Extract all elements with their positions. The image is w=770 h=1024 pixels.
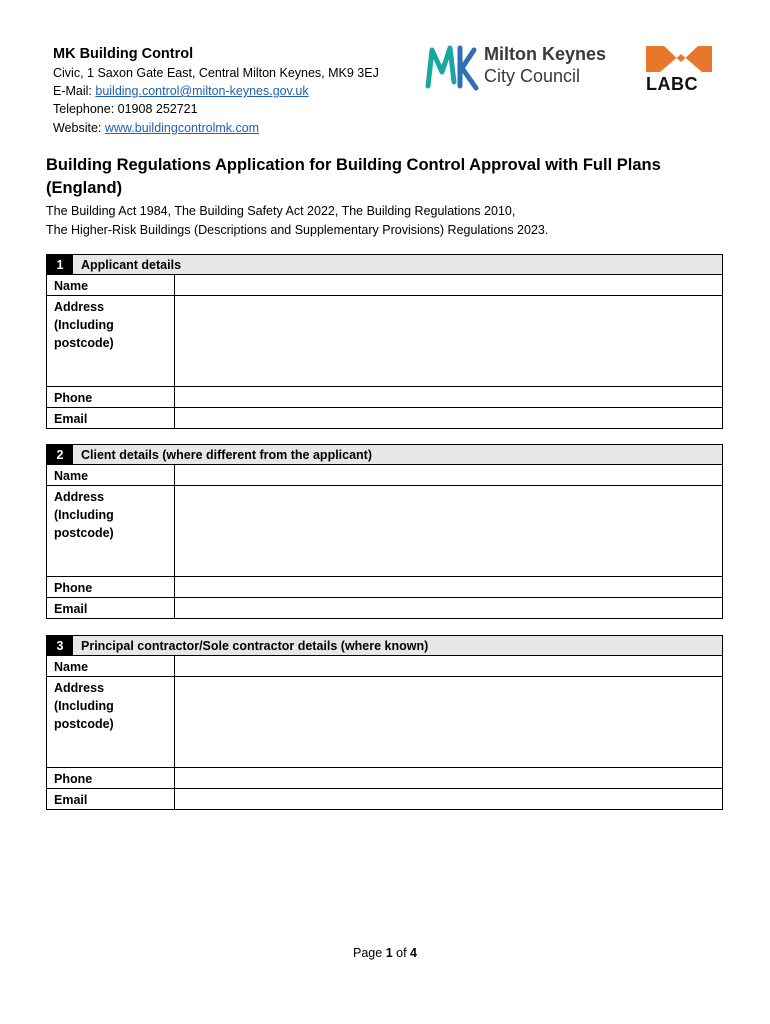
field-label: Phone (47, 768, 175, 788)
client-name-field[interactable] (175, 465, 722, 485)
section-title: Client details (where different from the applicant) (81, 447, 373, 462)
section-title: Applicant details (81, 257, 182, 272)
field-label: Address (Including postcode) (47, 677, 175, 767)
section-header (47, 445, 722, 465)
council-name-line1: Milton Keynes (484, 44, 607, 64)
legislation-line-1: The Building Act 1984, The Building Safety Act 2022, The Building Regulations 2010, (46, 204, 516, 218)
section-number: 2 (47, 445, 73, 464)
page-current: 1 (385, 946, 393, 960)
field-label: Address (Including postcode) (47, 296, 175, 386)
applicant-phone-field[interactable] (175, 387, 722, 407)
field-label: Name (47, 656, 175, 676)
contractor-phone-field[interactable] (175, 768, 722, 788)
form-row-name (47, 465, 722, 486)
applicant-name-field[interactable] (175, 275, 722, 295)
contact-block (53, 44, 379, 137)
form-row-email (47, 408, 722, 428)
email-link[interactable]: building.control@milton-keynes.gov.uk (95, 84, 309, 99)
section-client-details (46, 444, 723, 619)
telephone-line: Telephone: 01908 252721 (53, 102, 198, 117)
council-name-line2: City Council (484, 66, 581, 86)
email-line (53, 82, 379, 100)
contractor-email-field[interactable] (175, 789, 722, 809)
section-contractor-details (46, 635, 723, 810)
form-row-phone (47, 577, 722, 598)
field-label: Email (47, 408, 175, 428)
section-header (47, 255, 722, 275)
website-label: Website: (53, 120, 105, 135)
form-row-name (47, 656, 722, 677)
form-row-email (47, 789, 722, 809)
form-row-email (47, 598, 722, 618)
labc-text: LABC (646, 74, 698, 94)
field-label: Phone (47, 577, 175, 597)
legislation-text (46, 202, 736, 239)
form-row-phone (47, 768, 722, 789)
page-total: 4 (410, 946, 417, 960)
form-row-address (47, 296, 722, 387)
section-number: 3 (47, 636, 73, 655)
contractor-address-field[interactable] (175, 677, 722, 767)
section-title: Principal contractor/Sole contractor details (where known) (81, 638, 429, 653)
contractor-name-field[interactable] (175, 656, 722, 676)
labc-logo (644, 42, 718, 94)
section-header (47, 636, 722, 656)
milton-keynes-logo (424, 42, 634, 94)
form-row-name (47, 275, 722, 296)
page-prefix: Page (353, 946, 386, 960)
section-applicant-details (46, 254, 723, 429)
client-address-field[interactable] (175, 486, 722, 576)
org-address: Civic, 1 Saxon Gate East, Central Milton Keynes, MK9 3EJ (53, 66, 379, 80)
page-of: of (392, 946, 411, 960)
client-phone-field[interactable] (175, 577, 722, 597)
website-line (53, 119, 379, 137)
applicant-email-field[interactable] (175, 408, 722, 428)
page-title: Building Regulations Application for Building Control Approval with Full Plans (England) (46, 156, 661, 197)
labc-roof-icon (644, 42, 718, 76)
field-label: Phone (47, 387, 175, 407)
email-label: E-Mail: (53, 84, 96, 99)
mk-logo-mark-icon (424, 42, 480, 94)
client-email-field[interactable] (175, 598, 722, 618)
website-link[interactable]: www.buildingcontrolmk.com (104, 120, 260, 135)
page-number (0, 946, 770, 960)
field-label: Email (47, 598, 175, 618)
section-number: 1 (47, 255, 73, 274)
legislation-line-2: The Higher-Risk Buildings (Descriptions and Supplementary Provisions) Regulations 2023. (46, 222, 549, 237)
field-label: Name (47, 275, 175, 295)
form-row-address (47, 677, 722, 768)
field-label: Address (Including postcode) (47, 486, 175, 576)
form-row-address (47, 486, 722, 577)
form-row-phone (47, 387, 722, 408)
org-name: MK Building Control (53, 46, 194, 62)
field-label: Email (47, 789, 175, 809)
field-label: Name (47, 465, 175, 485)
applicant-address-field[interactable] (175, 296, 722, 386)
